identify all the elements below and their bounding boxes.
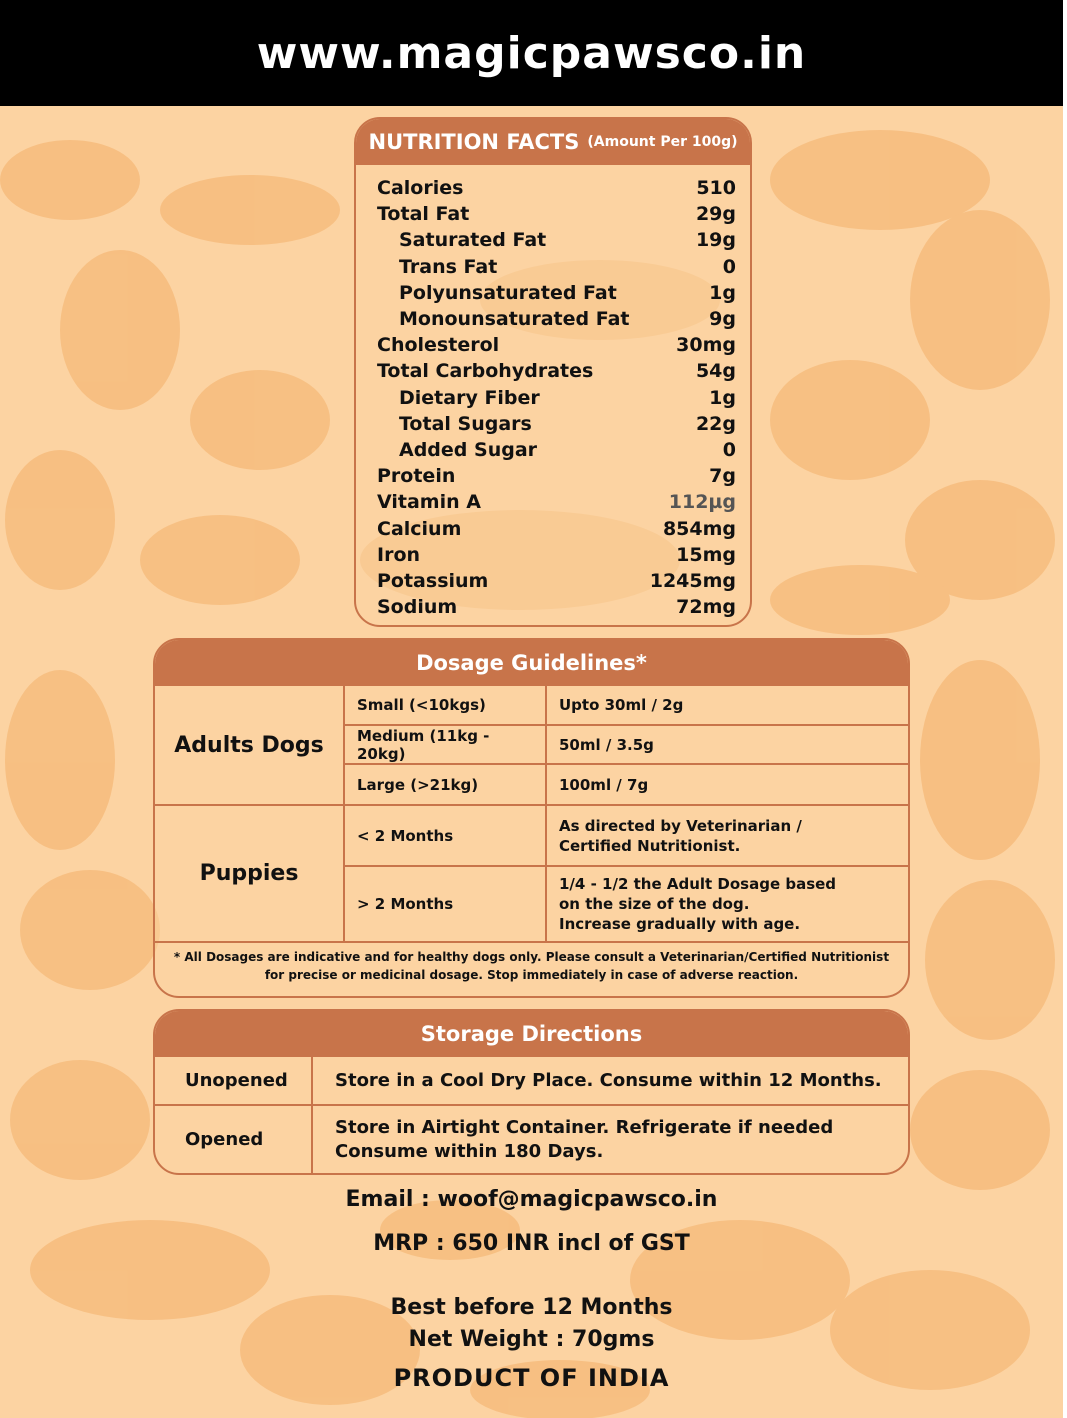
nutrition-row [377,437,736,463]
email-contact[interactable]: Email : woof@magicpawsco.in [345,1187,718,1212]
storage-condition-label: Unopened [155,1057,312,1105]
nutrient-label: Sodium [377,596,458,619]
dosage-table [155,686,908,943]
table-row [155,805,908,866]
nutrition-row [377,385,736,411]
nutrient-label: Monounsaturated Fat [399,308,630,331]
nutrient-value: 72mg [676,596,736,619]
table-row [155,1057,908,1105]
nutrient-value: 854mg [662,517,736,540]
instruction-line: Store in Airtight Container. Refrigerate if needed [335,1116,834,1138]
storage-instruction [312,1105,908,1173]
nutrient-value: 0 [722,438,736,461]
nutrient-value: 29g [695,203,736,226]
nutrient-label: Dietary Fiber [399,386,540,409]
storage-table [155,1057,908,1173]
mrp-price: MRP : 650 INR incl of GST [373,1231,690,1256]
nutrient-label: Potassium [377,569,489,592]
nutrition-title-bar [356,119,750,165]
nutrition-row [377,568,736,594]
nutrition-row [377,254,736,280]
nutrient-label: Total Sugars [399,412,532,435]
dosage-amount-cell: 50ml / 3.5g [546,725,908,764]
nutrition-subtitle: (Amount Per 100g) [587,134,738,150]
nutrient-label: Total Fat [377,203,470,226]
nutrient-value: 7g [709,465,736,488]
nutrition-row [377,358,736,384]
nutrition-row [377,463,736,489]
puppy-age-cell: < 2 Months [344,805,546,866]
nutrition-row [377,175,736,201]
nutrient-value: 1g [709,386,736,409]
adult-dogs-label: Adults Dogs [155,686,344,805]
nutrition-row [377,542,736,568]
net-weight: Net Weight : 70gms [408,1327,655,1352]
dog-size-cell: Large (>21kg) [344,764,546,805]
nutrient-value: 112µg [668,491,736,514]
dosage-table-wrap [155,686,908,943]
nutrient-value: 15mg [676,543,736,566]
storage-instruction [312,1057,908,1105]
dosage-amount-cell [546,866,908,942]
nutrition-row [377,489,736,515]
nutrition-row [377,332,736,358]
dosage-amount-cell: 100ml / 7g [546,764,908,805]
edge-strip [1063,0,1067,1418]
nutrient-value: 0 [722,255,736,278]
table-row [155,1105,908,1173]
nutrient-value: 510 [696,177,736,200]
dosage-line: 1/4 - 1/2 the Adult Dosage based [559,875,837,893]
nutrient-value: 9g [709,308,736,331]
product-origin: PRODUCT OF INDIA [393,1364,670,1392]
nutrient-value: 1245mg [649,569,736,592]
nutrition-list [356,165,750,620]
dosage-amount-cell [546,805,908,866]
nutrient-value: 22g [695,412,736,435]
disclaimer-line: * All Dosages are indicative and for healthy dogs only. Please consult a Veterinarian/Certified Nutritionist [173,950,890,964]
nutrition-row [377,280,736,306]
nutrient-label: Trans Fat [399,255,498,278]
best-before: Best before 12 Months [390,1295,673,1320]
dosage-line: As directed by Veterinarian / [559,816,802,835]
dog-size-cell: Small (<10kgs) [344,686,546,725]
storage-condition-label: Opened [155,1105,312,1173]
nutrition-row [377,411,736,437]
website-url[interactable]: www.magicpawsco.in [256,27,807,79]
nutrient-label: Total Carbohydrates [377,360,594,383]
dosage-line: Increase gradually with age. [559,915,801,933]
storage-title: Storage Directions [155,1011,908,1057]
nutrient-label: Vitamin A [377,491,481,514]
dosage-amount-cell: Upto 30ml / 2g [546,686,908,725]
disclaimer-line: for precise or medicinal dosage. Stop immediately in case of adverse reaction. [264,968,799,982]
instruction-line: Consume within 180 Days. [335,1140,604,1162]
nutrition-row [377,594,736,620]
puppy-age-cell: > 2 Months [344,866,546,942]
nutrient-value: 1g [709,281,736,304]
nutrient-label: Saturated Fat [399,229,547,252]
nutrient-label: Protein [377,465,456,488]
puppies-label: Puppies [155,805,344,942]
nutrient-label: Calories [377,177,464,200]
dosage-line: on the size of the dog. [559,895,750,913]
nutrient-label: Iron [377,543,421,566]
nutrition-facts-panel [354,117,752,627]
nutrient-value: 30mg [676,334,736,357]
nutrient-value: 54g [695,360,736,383]
nutrient-label: Polyunsaturated Fat [399,281,617,304]
dosage-title: Dosage Guidelines* [155,640,908,686]
nutrient-label: Calcium [377,517,462,540]
nutrition-row [377,515,736,541]
dosage-disclaimer [155,948,908,984]
nutrition-title: NUTRITION FACTS [368,130,580,154]
nutrition-row [377,306,736,332]
storage-directions-panel [153,1009,910,1175]
nutrient-value: 19g [695,229,736,252]
instruction-line: Store in a Cool Dry Place. Consume within 12 Months. [335,1069,882,1091]
nutrient-label: Cholesterol [377,334,500,357]
dosage-line: Certified Nutritionist. [559,836,741,855]
dog-size-cell: Medium (11kg - 20kg) [344,725,546,764]
nutrition-row [377,227,736,253]
dosage-guidelines-panel [153,638,910,998]
website-header [0,0,1063,106]
table-row [155,686,908,725]
nutrient-label: Added Sugar [399,438,538,461]
nutrition-row [377,201,736,227]
